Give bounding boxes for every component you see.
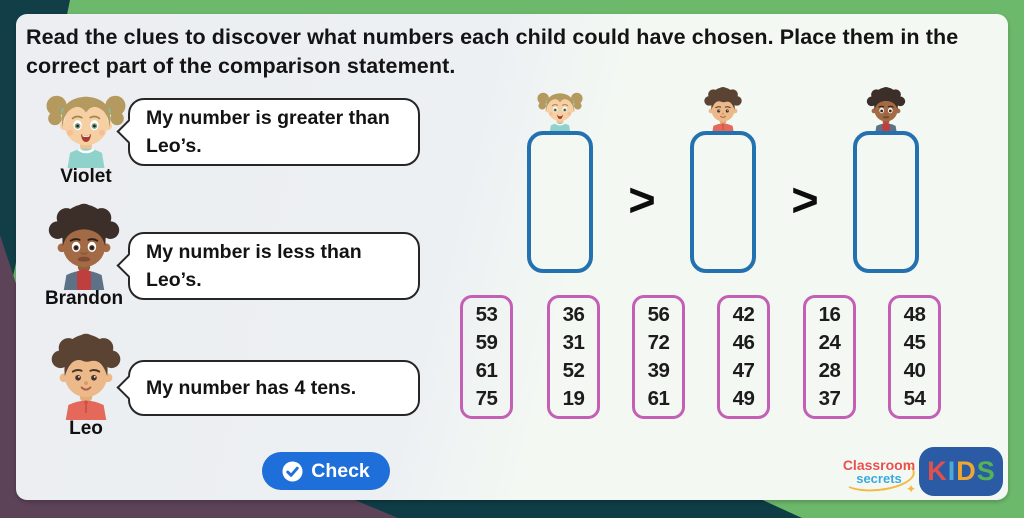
avatar-name-violet: Violet — [60, 166, 112, 187]
kids-letter-k: K — [927, 456, 947, 486]
number-value: 72 — [647, 331, 670, 354]
brandon-avatar-block — [32, 202, 136, 310]
slot-avatar-brandon — [862, 86, 910, 134]
number-card-1[interactable] — [460, 295, 513, 419]
avatar-name-leo: Leo — [69, 418, 103, 439]
answer-box-brandon[interactable] — [853, 131, 919, 273]
slot-avatar-leo — [699, 86, 747, 134]
number-value: 56 — [647, 303, 670, 326]
check-button[interactable] — [262, 452, 390, 490]
speech-bubble-violet — [128, 98, 420, 166]
number-value: 52 — [562, 359, 585, 382]
answer-box-leo[interactable] — [690, 131, 756, 273]
number-card-6[interactable] — [888, 295, 941, 419]
answer-box-violet[interactable] — [527, 131, 593, 273]
leo-avatar — [42, 332, 130, 420]
number-card-5[interactable] — [803, 295, 856, 419]
number-value: 75 — [475, 387, 498, 410]
number-value: 61 — [647, 387, 670, 410]
number-value: 42 — [732, 303, 755, 326]
comparison-slot-brandon[interactable] — [853, 131, 919, 273]
number-value: 40 — [903, 359, 926, 382]
clue-text-violet: My number is greater than Leo’s. — [146, 107, 390, 157]
kids-letter-d: D — [956, 456, 976, 486]
number-value: 16 — [818, 303, 841, 326]
number-card-4[interactable] — [717, 295, 770, 419]
brandon-avatar — [40, 202, 128, 290]
number-value: 47 — [732, 359, 755, 382]
number-value: 46 — [732, 331, 755, 354]
comparison-slot-violet[interactable] — [527, 131, 593, 273]
instruction-title — [26, 23, 994, 81]
number-value: 54 — [903, 387, 926, 410]
number-card-3[interactable] — [632, 295, 685, 419]
instruction-line-2: in the correct part of the comparison statement. — [26, 25, 959, 78]
speech-bubble-leo — [128, 360, 420, 416]
number-value: 39 — [647, 359, 670, 382]
classroom-secrets-logo — [840, 458, 918, 498]
activity-card — [16, 14, 1008, 500]
number-value: 37 — [818, 387, 841, 410]
kids-logo — [919, 447, 1003, 496]
number-value: 45 — [903, 331, 926, 354]
number-value: 59 — [475, 331, 498, 354]
number-value: 53 — [475, 303, 498, 326]
slot-avatar-violet — [536, 86, 584, 134]
clue-text-brandon: My number is less than Leo’s. — [146, 241, 362, 291]
star-icon: ✦ — [905, 482, 916, 496]
check-circle-icon — [282, 461, 303, 482]
number-value: 49 — [732, 387, 755, 410]
comparison-slot-leo[interactable] — [690, 131, 756, 273]
greater-than-symbol: > — [791, 173, 819, 226]
number-value: 36 — [562, 303, 585, 326]
check-button-label: Check — [311, 459, 370, 482]
logo-classroom-text: Classroom — [842, 457, 916, 473]
instruction-line-1: Read the clues to discover what numbers each child could have chosen. Place them — [26, 25, 895, 49]
number-value: 48 — [903, 303, 926, 326]
kids-letter-i: I — [947, 456, 956, 486]
number-value: 19 — [562, 387, 585, 410]
number-value: 28 — [818, 359, 841, 382]
greater-than-symbol: > — [628, 173, 656, 226]
number-value: 31 — [562, 331, 585, 354]
avatar-name-brandon: Brandon — [44, 288, 124, 309]
kids-letter-s: S — [976, 456, 995, 486]
number-value: 24 — [818, 331, 841, 354]
violet-avatar — [44, 84, 128, 168]
speech-bubble-brandon — [128, 232, 420, 300]
logo-secrets-text: secrets — [856, 471, 902, 486]
clue-text-leo: My number has 4 tens. — [146, 377, 357, 399]
number-card-2[interactable] — [547, 295, 600, 419]
number-value: 61 — [475, 359, 498, 382]
